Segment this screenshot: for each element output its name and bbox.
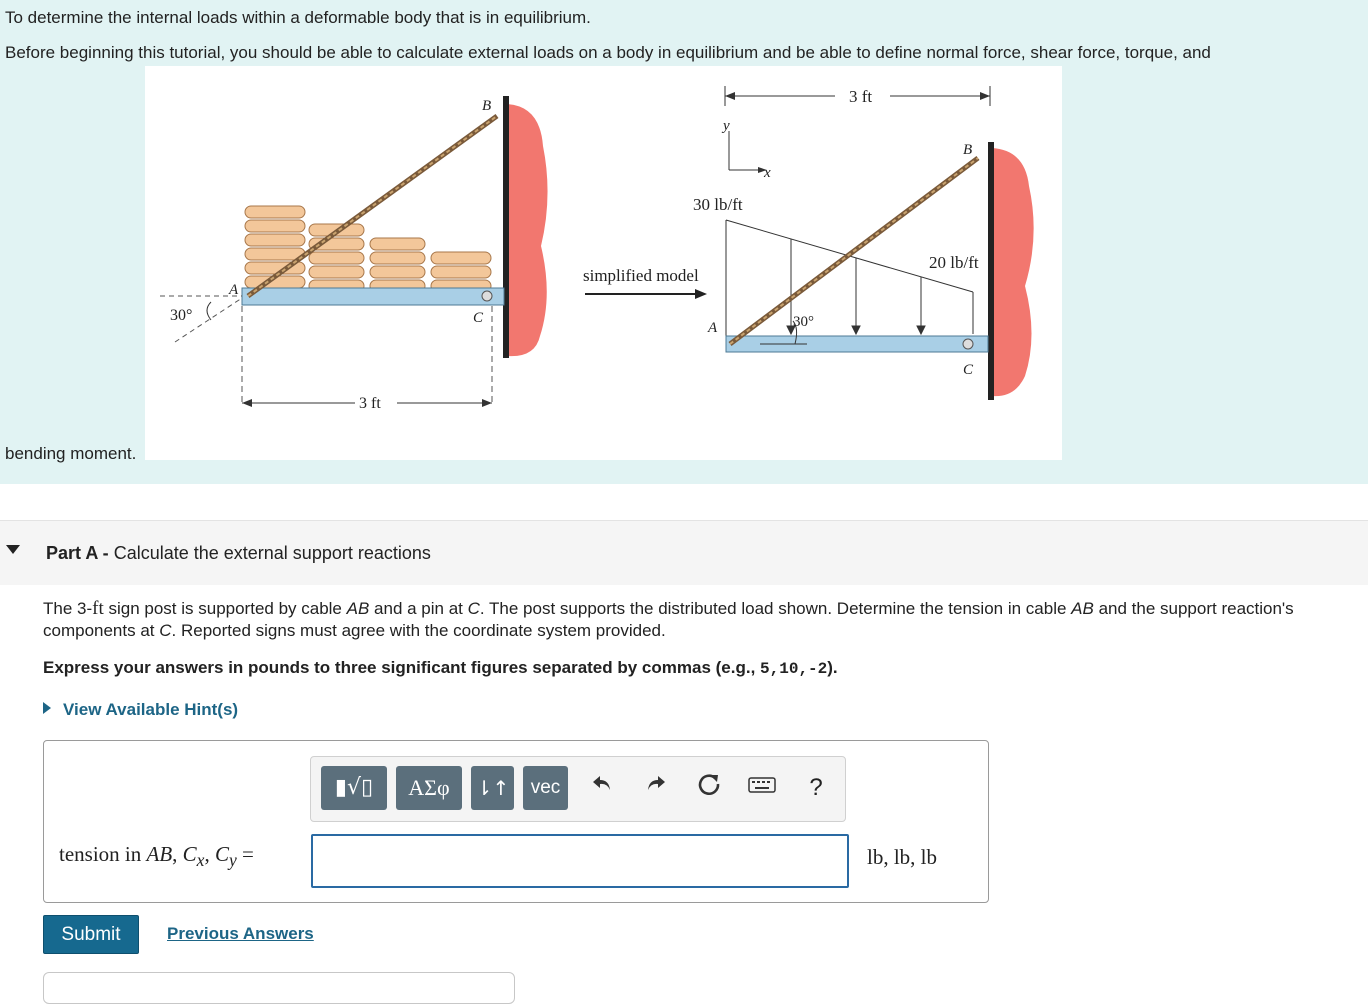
right-wall-edge [988,142,994,400]
instructions-end: ). [827,658,838,677]
left-angle-arc [207,302,211,320]
help-button[interactable]: ? [809,774,823,801]
right-wall [992,148,1034,396]
simplified-model-label: simplified model [583,266,699,285]
axis-x-label: x [764,165,771,181]
part-a-label: Part A - [46,543,109,563]
intro-line-3: bending moment. [5,444,137,463]
problem-figure [145,66,1062,460]
left-wall-edge [503,96,509,358]
subscript-superscript-button[interactable]: ⇂↑ [471,766,514,810]
left-angle-label: 30° [170,307,193,324]
left-beam [242,288,504,305]
answer-input[interactable] [311,834,849,888]
view-hints-link[interactable] [43,700,238,720]
problem-text-2: sign post is supported by cable [103,599,347,618]
problem-c-2: C [159,621,172,640]
hint-label: View Available Hint(s) [63,700,239,719]
reset-icon[interactable] [692,771,726,805]
redo-icon[interactable] [639,771,673,805]
right-point-c: C [963,362,974,378]
right-point-b: B [963,142,973,158]
right-angle-label: 30° [793,314,814,330]
greek-symbols-button[interactable]: ΑΣφ [396,766,462,810]
answer-label-ab: AB [146,842,173,866]
part-a-header[interactable] [0,520,1368,585]
left-point-c: C [473,310,484,326]
answer-label-eq: = [236,842,254,866]
problem-ab-2: AB [1071,599,1094,618]
problem-text-6: . Reported signs must agree with the coordinate system provided. [171,621,666,640]
collapse-caret-icon[interactable] [6,545,20,554]
problem-text-1: The 3- [43,599,93,618]
answer-label: tension in AB, $C_x$, $C_y$ = [59,842,254,871]
feedback-box [43,972,515,1004]
intro-panel [0,0,1368,484]
problem-text-3: and a pin at [369,599,468,618]
vector-button[interactable]: vec [523,766,568,810]
instructions-text: Express your answers in pounds to three significant figures separated by commas (e.g., [43,658,761,677]
submit-button[interactable]: Submit [43,915,139,954]
answer-box [43,740,989,903]
load-right-label: 20 lb/ft [929,253,979,272]
left-point-b: B [482,98,492,114]
axis-y-label: y [723,118,730,134]
problem-statement [43,598,1333,642]
part-a-title-text: Calculate the external support reactions [113,543,431,563]
instructions-example: 5,10,-2 [760,660,828,678]
left-pin [482,291,492,301]
answer-label-cy: C [214,842,229,866]
answer-label-y-sub: y [228,850,237,871]
problem-ab-1: AB [346,599,370,618]
answer-label-cx: C [182,842,197,866]
problem-c-1: C [467,599,480,618]
intro-line-2: Before beginning this tutorial, you should be able to calculate external loads on a body in equilibrium and be able to define normal force, shear force, torque, and [5,43,1211,62]
right-point-a: A [708,320,718,336]
left-point-a: A [229,282,239,298]
answer-label-pre: tension in [59,842,147,866]
sand-bags [245,206,491,292]
part-a-title [46,543,431,564]
problem-text-4: . The post supports the distributed load shown. Determine the tension in cable [479,599,1072,618]
load-left-label: 30 lb/ft [693,195,743,214]
undo-icon[interactable] [585,771,619,805]
left-wall [507,104,548,356]
problem-unit-ft: ft [92,598,104,619]
left-dim-label: 3 ft [359,395,381,412]
answer-units: lb, lb, lb [867,845,938,869]
previous-answers-link[interactable]: Previous Answers [167,924,314,943]
right-dim-label: 3 ft [849,87,873,106]
right-pin [963,339,973,349]
problem-text-5: and the support reaction's components at [43,599,1294,640]
templates-button[interactable]: ▮√▯ [321,766,387,810]
hint-expand-icon [43,702,51,714]
keyboard-icon[interactable] [745,771,779,805]
answer-label-x-sub: x [196,850,205,871]
simplified-model-arrowhead [695,289,707,299]
math-toolbar [310,756,846,822]
answer-instructions [43,658,838,678]
figure-svg [145,66,1062,460]
intro-line-1: To determine the internal loads within a deformable body that is in equilibrium. [5,8,591,27]
